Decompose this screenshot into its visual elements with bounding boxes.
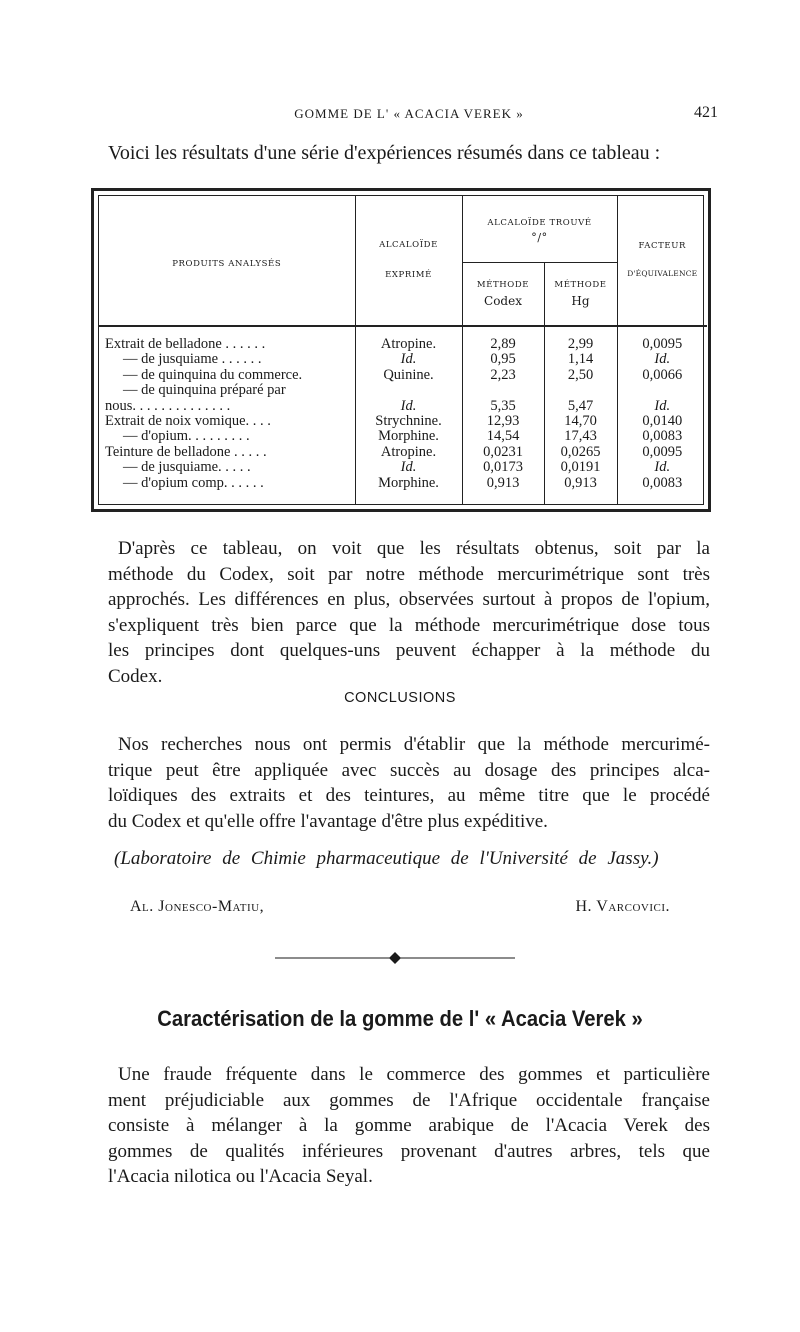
codex-value: 12,93	[486, 412, 520, 429]
text-line: s'expliquent très bien parce que la méthode mercurimétrique dose tous	[108, 614, 710, 636]
codex-value: 2,89	[490, 336, 516, 352]
text-line: consiste à mélanger à la gomme arabique de l'Acacia Verek des	[108, 1115, 710, 1136]
alcaloid-cell: Morphine.	[378, 428, 439, 445]
product-row: — de jusquiame . . . . . .	[123, 351, 262, 368]
text-line: Codex.	[108, 665, 163, 687]
section-divider-ornament	[275, 950, 515, 966]
running-head	[100, 104, 718, 128]
text-line: Nos recherches nous ont permis d'établir que la méthode mercurimé-	[118, 734, 710, 755]
alcaloid-cell: Quinine.	[383, 366, 434, 383]
hg-value: 0,0191	[560, 459, 601, 476]
product-row: — d'opium. . . . . . . . .	[123, 428, 250, 445]
factor-value: Id.	[654, 351, 671, 368]
header-methode-codex: MÉTHODE Codex	[462, 262, 544, 326]
text-line: Une fraude fréquente dans le commerce des gommes et particulière	[118, 1064, 710, 1085]
factor-value: Id.	[654, 397, 671, 414]
factor-value: 0,0095	[642, 443, 683, 460]
factor-value: Id.	[654, 459, 671, 476]
product-row: Extrait de noix vomique. . . .	[105, 412, 271, 429]
alcaloid-cell: Atropine.	[380, 443, 437, 460]
author-left: Al. Jonesco-Matiu,	[130, 898, 265, 915]
authors	[130, 898, 670, 922]
product-row: Teinture de belladone . . . . .	[105, 443, 267, 460]
hg-value: 1,14	[567, 351, 594, 368]
hg-value: 14,70	[564, 412, 597, 429]
codex-value: 5,35	[490, 397, 516, 414]
results-table-grid	[99, 196, 707, 504]
alcaloid-cell: Atropine.	[380, 336, 437, 352]
column-methode-codex	[462, 326, 544, 504]
factor-value: 0,0083	[642, 428, 683, 445]
section-title: Caractérisation de la gomme de l' « Acacia Verek »	[157, 1006, 643, 1031]
product-row: — de quinquina du commerce.	[123, 366, 303, 383]
alcaloid-cell: Morphine.	[378, 474, 439, 491]
alcaloid-cell: Id.	[400, 351, 417, 368]
text-line: gommes de qualités inférieures provenant d'autres arbres, tels que	[108, 1140, 710, 1162]
author-right: H. Varcovici.	[575, 898, 670, 915]
hg-value: 2,50	[567, 366, 594, 383]
column-methode-hg	[544, 326, 617, 504]
column-facteur	[617, 326, 707, 504]
factor-value: 0,0140	[642, 412, 683, 429]
column-alcaloide-exprime	[355, 326, 462, 504]
alcaloid-cell	[356, 383, 462, 398]
intro-sentence: Voici les résultats d'une série d'expériences résumés dans ce tableau :	[108, 142, 661, 164]
product-row: — de jusquiame. . . . .	[123, 459, 251, 476]
factor-value	[618, 383, 708, 398]
hg-value: 5,47	[567, 397, 594, 414]
hg-value: 0,913	[564, 474, 597, 491]
factor-value: 0,0083	[642, 474, 683, 491]
codex-value: 0,95	[490, 351, 516, 368]
codex-value	[463, 383, 544, 398]
text-line: trique peut être appliquée avec succès au dosage des principes alca-	[108, 759, 710, 781]
header-methode-hg: MÉTHODE Hg	[544, 262, 617, 326]
text-line: les principes dont quelques-uns peuvent échapper à la méthode du	[108, 640, 710, 661]
product-row: — de quinquina préparé par	[123, 382, 286, 399]
results-table	[91, 188, 711, 512]
codex-value: 2,23	[490, 366, 516, 383]
header-alcaloide-trouve: ALCALOÏDE TROUVÉ °/°	[462, 196, 617, 262]
text-line: l'Acacia nilotica ou l'Acacia Seyal.	[108, 1166, 373, 1187]
laboratory-affiliation: (Laboratoire de Chimie pharmaceutique de l'Université de Jassy.)	[114, 848, 659, 869]
text-line: approchés. Les différences en plus, observées surtout à propos de l'opium,	[108, 589, 710, 610]
product-row: nous. . . . . . . . . . . . . .	[105, 397, 231, 414]
codex-value: 14,54	[486, 428, 520, 445]
product-row: Extrait de belladone . . . . . .	[105, 336, 266, 352]
product-row: — d'opium comp. . . . . .	[123, 474, 264, 491]
running-title: GOMME DE L' « ACACIA VEREK »	[294, 106, 524, 121]
paragraph-fraud	[108, 1062, 710, 1190]
factor-value: 0,0095	[642, 336, 683, 352]
paragraph-conclusions	[108, 732, 710, 834]
text-line: méthode du Codex, soit par notre méthode mercurimétrique sont très	[108, 563, 710, 585]
page-number: 421	[694, 104, 718, 121]
alcaloid-cell: Strychnine.	[375, 412, 442, 429]
codex-value: 0,913	[486, 474, 520, 491]
codex-value: 0,0231	[483, 443, 523, 460]
hg-value: 0,0265	[560, 443, 601, 460]
codex-value: 0,0173	[483, 459, 523, 476]
alcaloid-cell: Id.	[400, 459, 417, 476]
text-line: loïdiques des extraits et des teintures, au même titre que le procédé	[108, 785, 710, 806]
conclusions-heading: CONCLUSIONS	[344, 690, 456, 706]
paragraph-discussion	[108, 536, 710, 689]
hg-value: 17,43	[564, 428, 597, 445]
alcaloid-cell: Id.	[400, 397, 417, 414]
hg-value	[545, 383, 617, 398]
column-produits	[99, 326, 355, 504]
header-alcaloide-exprime: ALCALOÏDE EXPRIMÉ	[355, 196, 462, 326]
text-line: ment préjudiciable aux gommes de l'Afrique occidentale française	[108, 1089, 710, 1111]
text-line: du Codex et qu'elle offre l'avantage d'être plus expéditive.	[108, 810, 548, 832]
header-facteur: FACTEUR D'ÉQUIVALENCE	[617, 196, 707, 326]
factor-value: 0,0066	[642, 366, 683, 383]
text-line: D'après ce tableau, on voit que les résultats obtenus, soit par la	[118, 538, 710, 559]
hg-value: 2,99	[567, 336, 594, 352]
header-produits: PRODUITS ANALYSÉS	[99, 196, 355, 326]
